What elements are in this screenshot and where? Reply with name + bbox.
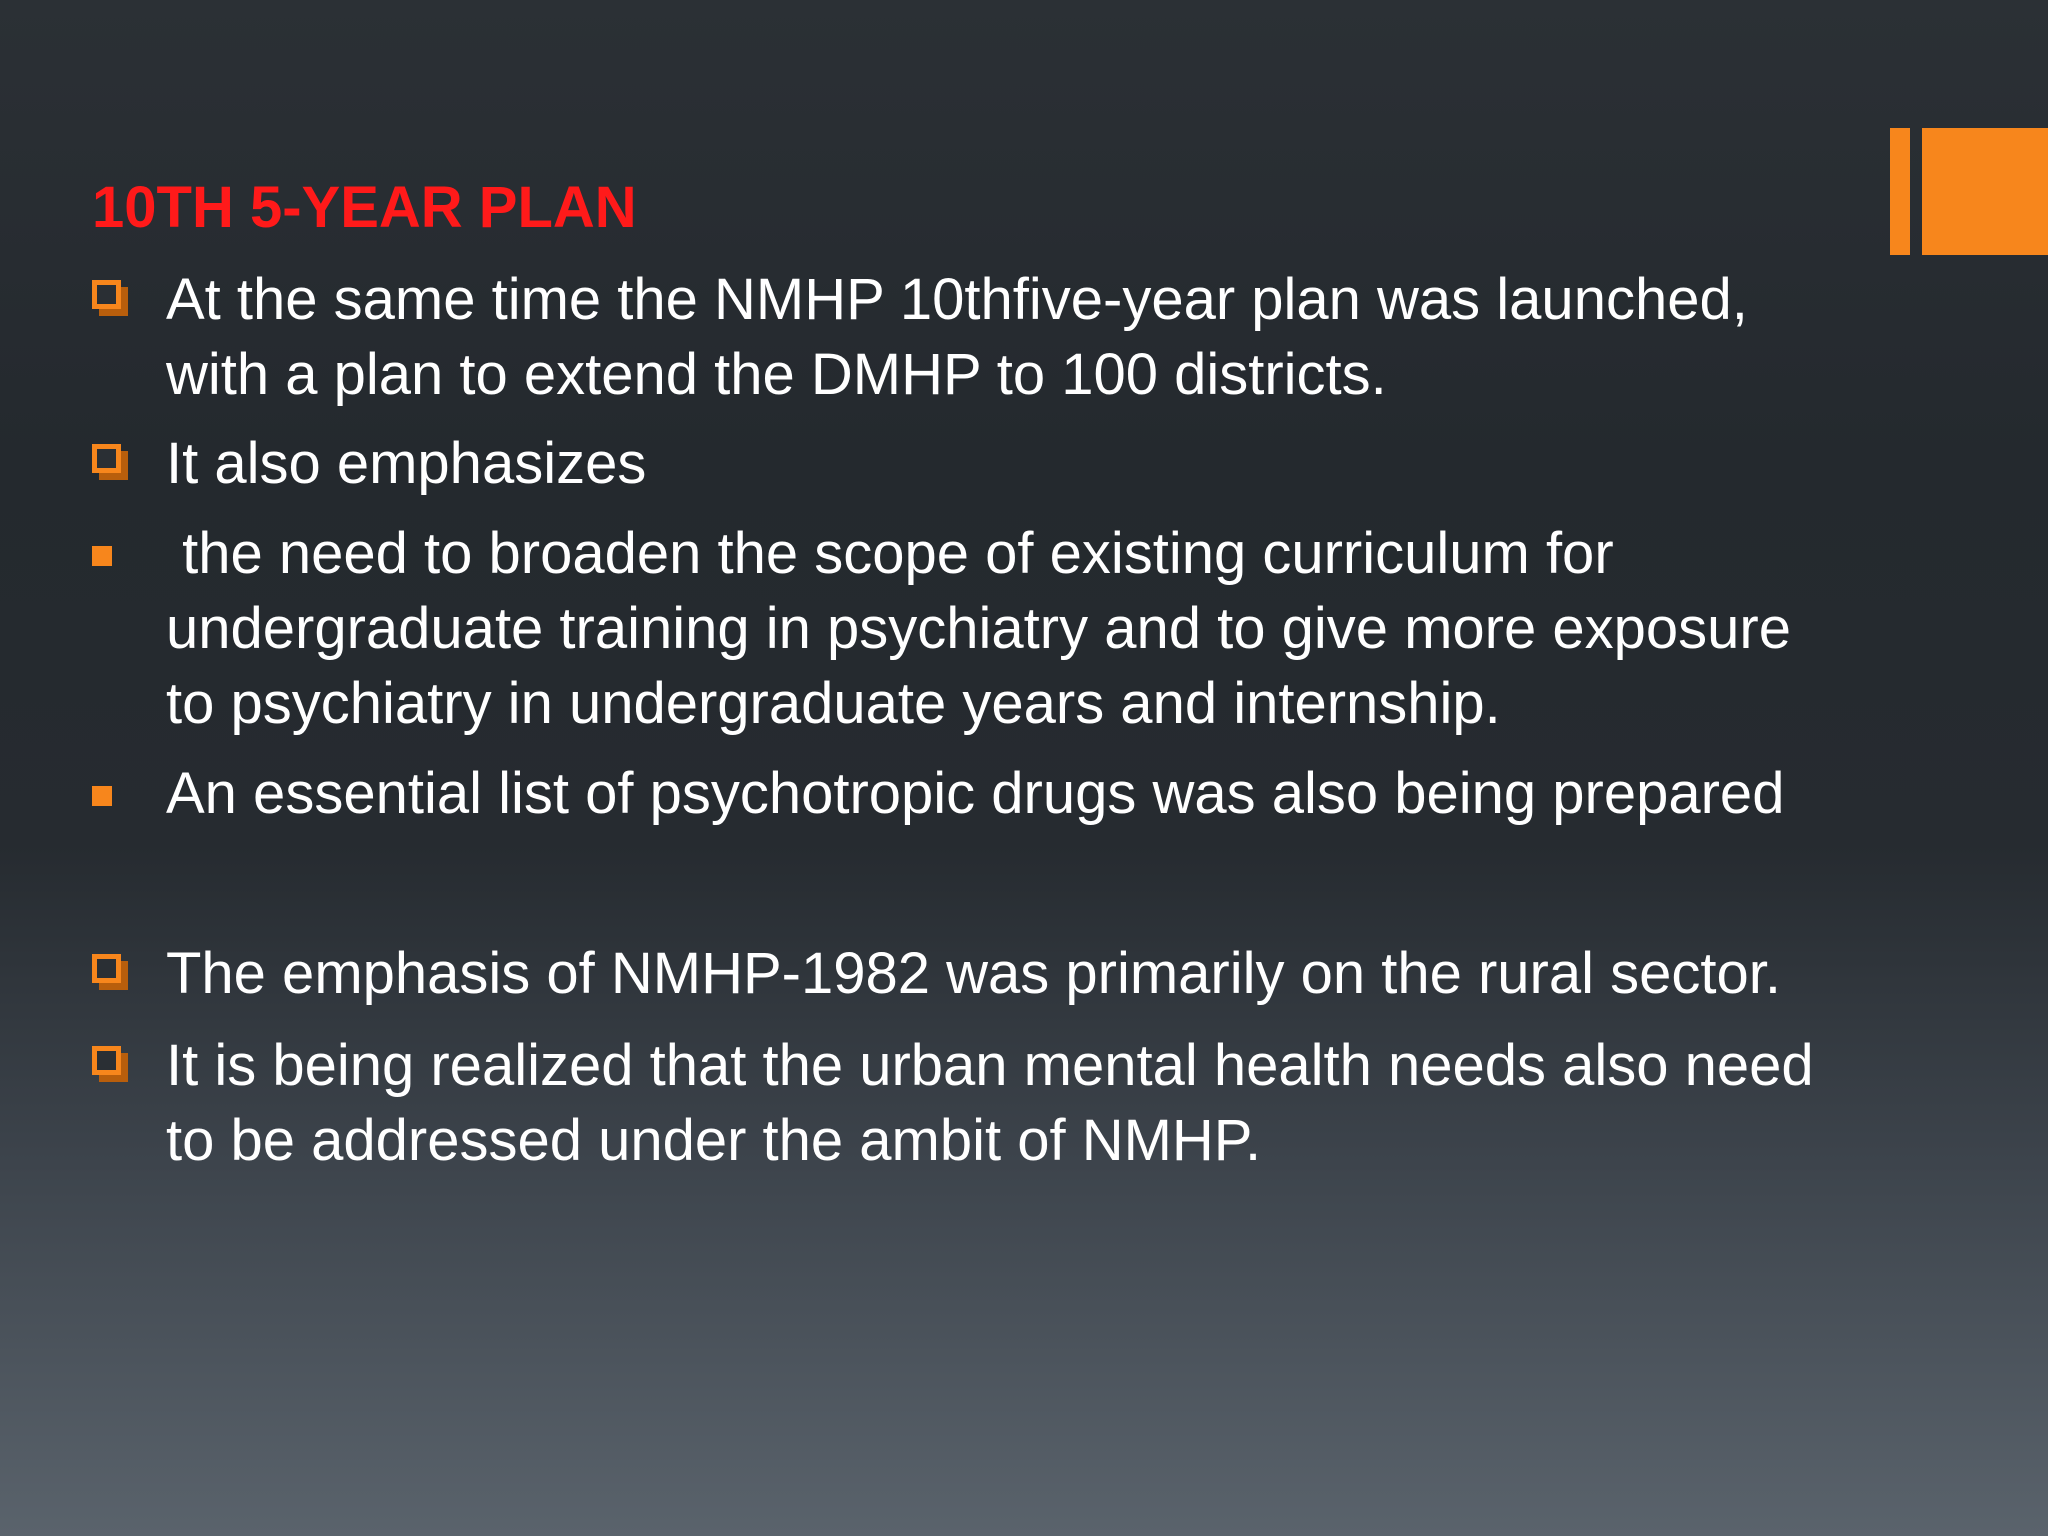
checkbox-icon [92,1046,128,1082]
checkbox-icon [92,954,128,990]
checkbox-icon [92,280,128,316]
bullet-item [92,516,1972,741]
bullet-item [92,1028,1972,1178]
checkbox-icon [92,444,128,480]
square-icon [92,546,112,566]
square-icon [92,786,112,806]
bullet-text: The emphasis of NMHP-1982 was primarily on the rural sector. [166,941,1781,1006]
bullet-text: It is being realized that the urban mental health needs also need to be addressed under the ambit of NMHP. [166,1033,1814,1173]
bullet-item [92,262,1972,412]
accent-bar-thin [1890,128,1910,255]
bullet-text: It also emphasizes [166,431,647,496]
accent-bar-wide [1922,128,2048,255]
bullet-item [92,426,1972,501]
slide-title: 10TH 5-YEAR PLAN [92,175,637,240]
bullet-text: the need to broaden the scope of existing curriculum for undergraduate training in psychiatry and to give more exposure to psychiatry in undergraduate years and internship. [166,521,1791,736]
bullet-text: At the same time the NMHP 10thfive-year plan was launched, with a plan to extend the DMHP to 100 districts. [166,267,1748,407]
bullet-text: An essential list of psychotropic drugs was also being prepared [166,761,1785,826]
bullet-item [92,756,1972,831]
bullet-item [92,936,1972,1011]
